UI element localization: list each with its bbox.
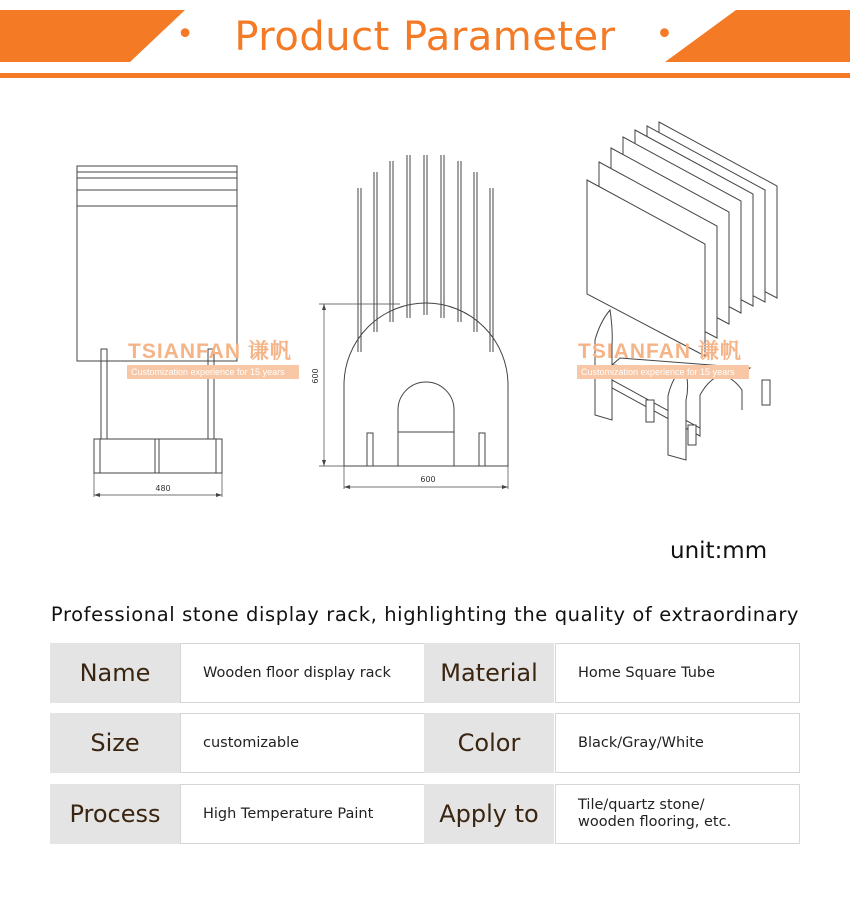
side-view-base (94, 439, 222, 473)
side-view-drawing (77, 166, 237, 497)
param-value-text: customizable (203, 734, 300, 751)
parameter-row (50, 713, 800, 773)
param-label-name: Name (50, 643, 180, 703)
front-view-width-dimension: 600 (420, 475, 436, 484)
param-value-size (180, 713, 425, 773)
param-value-text: Wooden floor display rack (203, 664, 391, 681)
watermark-slogan-text: Customization experience for 15 years (131, 367, 285, 377)
title-bullet-left: • (176, 17, 195, 52)
front-view-opening (398, 382, 454, 466)
unit-label: unit:mm (670, 538, 768, 564)
param-label-size: Size (50, 713, 180, 773)
title-bullet-right: • (655, 17, 674, 52)
header-banner (0, 0, 850, 80)
param-value-line: wooden flooring, etc. (578, 814, 732, 830)
parameter-row (50, 643, 800, 703)
side-view-dimension: 480 (155, 484, 171, 493)
param-value-color (555, 713, 800, 773)
title-text: Product Parameter (234, 14, 616, 60)
product-tagline: Professional stone display rack, highlighting the quality of extraordinary (50, 603, 800, 626)
front-view-drawing (319, 155, 508, 489)
watermark-side (127, 339, 299, 379)
page-title (0, 14, 850, 60)
param-value-text: Black/Gray/White (578, 734, 704, 751)
param-value-line: Tile/quartz stone/ (578, 797, 705, 813)
side-view-leg-left (101, 349, 107, 439)
param-label-material: Material (424, 643, 554, 703)
param-label-color: Color (424, 713, 554, 773)
param-value-text: High Temperature Paint (203, 805, 374, 822)
front-view-foot-left (367, 433, 373, 466)
watermark-iso (577, 339, 749, 379)
param-value-name (180, 643, 425, 703)
param-value-apply-to (555, 784, 800, 844)
param-label-process: Process (50, 784, 180, 844)
watermark-slogan-text-2: Customization experience for 15 years (581, 367, 735, 377)
param-value-multiline (556, 797, 731, 831)
front-view-foot-right (479, 433, 485, 466)
technical-drawings (0, 80, 850, 540)
front-view-height-dimension: 600 (311, 368, 320, 384)
watermark-brand-text-2: TSIANFAN 谦帆 (578, 340, 742, 363)
drawings-svg (0, 80, 850, 540)
banner-underline (0, 73, 850, 78)
parameter-row (50, 784, 800, 844)
param-label-apply-to: Apply to (424, 784, 554, 844)
param-value-text: Home Square Tube (578, 664, 716, 681)
front-view-arch (344, 303, 508, 466)
watermark-brand-text: TSIANFAN 谦帆 (128, 340, 292, 363)
param-value-process (180, 784, 425, 844)
isometric-view-drawing (587, 122, 777, 460)
side-view-panel (77, 166, 237, 361)
param-value-material (555, 643, 800, 703)
